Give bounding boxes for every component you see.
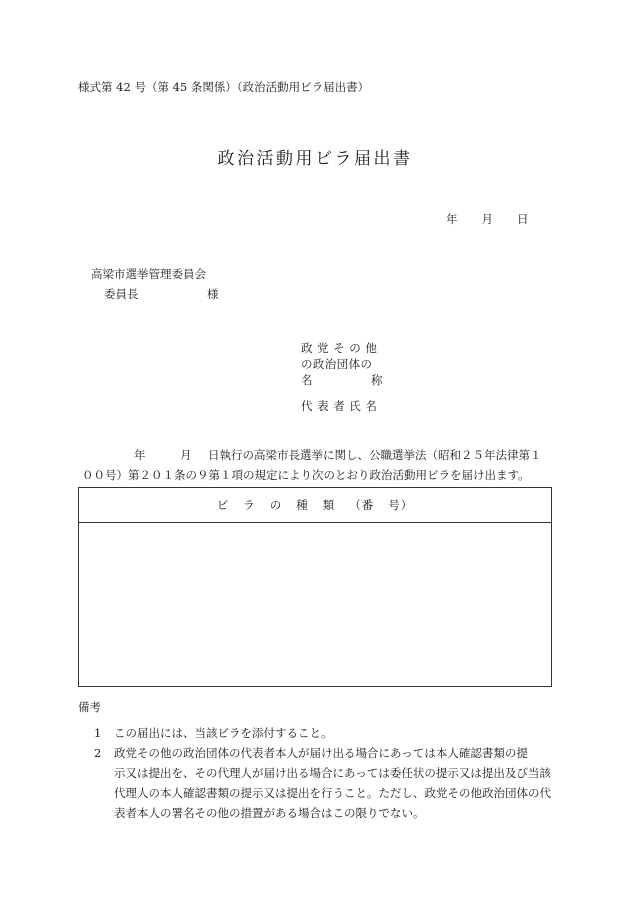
applicant-label-line2: の政治団体の bbox=[301, 357, 373, 371]
election-month-label: 月 bbox=[180, 448, 192, 462]
note-text-line: 表者本人の署名その他の措置がある場合はこの限りでない。 bbox=[114, 806, 425, 820]
note-text-line: 代理人の本人確認書類の提示又は提出を行うこと。ただし、政党その他政治団体の代 bbox=[114, 786, 551, 800]
note-number: 1 bbox=[94, 726, 102, 740]
header-word: ビ bbox=[216, 498, 230, 512]
note-text-line: 示又は提出を、その代理人が届け出る場合にあっては委任状の提示又は提出及び当該 bbox=[114, 766, 551, 780]
applicant-block bbox=[301, 340, 382, 414]
form-number: 様式第 42 号（第 45 条関係）（政治活動用ビラ届出書） bbox=[78, 80, 370, 94]
document-title: 政治活動用ビラ届出書 bbox=[217, 149, 413, 169]
header-word: 種 bbox=[296, 498, 309, 512]
header-word: 類 bbox=[322, 498, 336, 512]
submission-date bbox=[446, 211, 529, 227]
note-number: 2 bbox=[94, 746, 102, 760]
notes-heading: 備考 bbox=[78, 700, 101, 714]
flyer-type-entry-area[interactable] bbox=[79, 523, 551, 687]
flyer-type-header bbox=[79, 488, 551, 523]
notes-list bbox=[94, 723, 554, 823]
note-text-line: この届出には、当該ビラを添付すること。 bbox=[114, 726, 333, 740]
declaration-text bbox=[82, 445, 554, 485]
note-item bbox=[94, 743, 554, 823]
representative-name-label: 代表者氏名 bbox=[301, 399, 382, 413]
note-item bbox=[94, 723, 554, 743]
date-day-label: 日 bbox=[517, 212, 529, 226]
date-month-label: 月 bbox=[481, 212, 493, 226]
declaration-line-2: ００号）第２０１条の９第１項の規定により次のとおり政治活動用ビラを届け出ます。 bbox=[82, 468, 530, 482]
applicant-name-char-right: 称 bbox=[371, 373, 383, 387]
note-text-line: 政党その他の政治団体の代表者本人が届け出る場合にあっては本人確認書類の提 bbox=[114, 746, 528, 760]
addressee-title: 委員長 bbox=[104, 287, 139, 301]
applicant-name-label bbox=[301, 372, 382, 388]
header-word: 号） bbox=[388, 498, 414, 512]
header-word: の bbox=[269, 498, 283, 512]
declaration-line-1-text: 日執行の高梁市長選挙に関し、公職選挙法（昭和２５年法律第１ bbox=[208, 448, 542, 462]
addressee-organization: 高梁市選挙管理委員会 bbox=[91, 267, 206, 281]
header-word: （番 bbox=[349, 498, 375, 512]
declaration-line-1 bbox=[82, 445, 554, 465]
header-word: ラ bbox=[243, 498, 256, 512]
addressee-honorific: 様 bbox=[207, 287, 219, 301]
flyer-type-table bbox=[78, 487, 552, 687]
election-year-label: 年 bbox=[134, 448, 146, 462]
applicant-label-line1: 政党その他 bbox=[301, 341, 382, 355]
applicant-name-char-left: 名 bbox=[301, 373, 313, 387]
date-year-label: 年 bbox=[446, 212, 458, 226]
